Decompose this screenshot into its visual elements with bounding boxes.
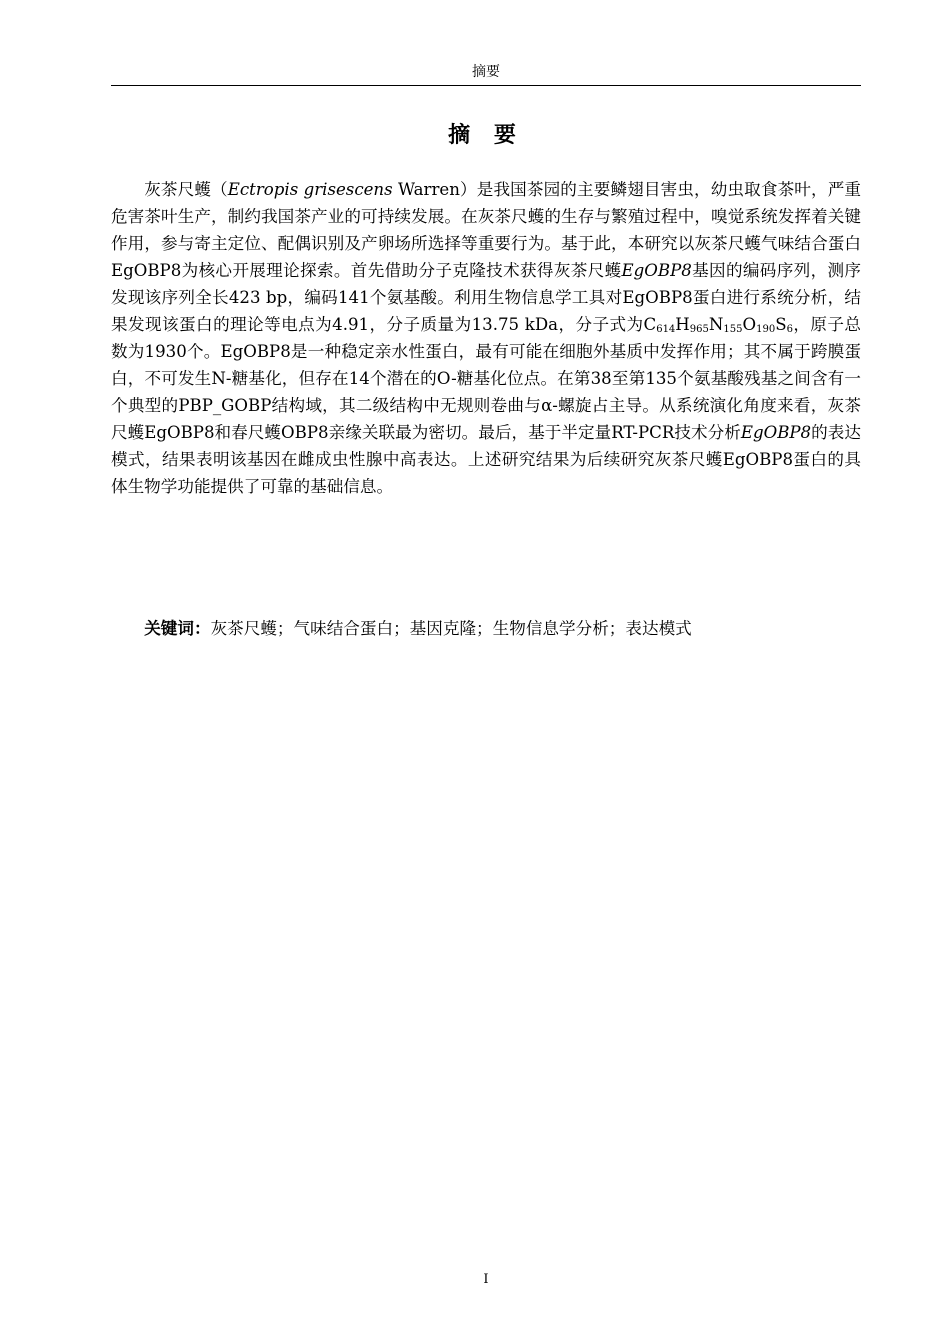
abstract-text-5: 的表达模式，结果表明该基因在雌成虫性腺中高表达。上述研究结果为后续研究灰茶尺蠖EgOBP8蛋白的具体生物学功能提供了可靠的基础信息。 bbox=[111, 423, 862, 496]
page-number: I bbox=[483, 1272, 489, 1287]
header-rule bbox=[111, 85, 861, 86]
abstract-paragraph bbox=[111, 176, 861, 500]
abstract-title: 摘 要 bbox=[448, 123, 524, 148]
formula-count-s: 6 bbox=[786, 324, 793, 335]
abstract-text-1: 灰茶尺蠖（ bbox=[144, 180, 228, 199]
formula-count-o: 190 bbox=[756, 324, 776, 335]
species-name: Ectropis grisescens bbox=[227, 180, 393, 199]
formula-element-o: O bbox=[742, 315, 757, 334]
formula-count-h: 965 bbox=[689, 324, 709, 335]
abstract-text-3: 基因的编码序列，测序发现该序列全长423 bp，编码141个氨基酸。利用生物信息学工具对EgOBP8蛋白进行系统分析，结果发现该蛋白的理论等电点为4.91，分子质量为13.75 kDa，分子式为 bbox=[111, 261, 862, 334]
running-header: 摘要 bbox=[472, 64, 500, 80]
molecular-formula bbox=[644, 315, 793, 334]
formula-element-s: S bbox=[775, 315, 787, 334]
keywords-line bbox=[111, 615, 861, 642]
abstract-text-4: ，原子总数为1930个。EgOBP8是一种稳定亲水性蛋白，最有可能在细胞外基质中发挥作用；其不属于跨膜蛋白，不可发生N-糖基化，但存在14个潜在的O-糖基化位点。在第38至第135个氨基酸残基之间含有一个典型的PBP_GOBP结构域，其二级结构中无规则卷曲与α-螺旋占主导。从系统演化角度来看，灰茶尺蠖EgOBP8和春尺蠖OBP8亲缘关联最为密切。最后，基于半定量RT-PCR技术分析 bbox=[111, 315, 861, 442]
formula-element-h: H bbox=[675, 315, 690, 334]
formula-element-n: N bbox=[708, 315, 724, 334]
gene-name: EgOBP8 bbox=[621, 261, 692, 280]
keywords-text: 灰茶尺蠖；气味结合蛋白；基因克隆；生物信息学分析；表达模式 bbox=[210, 619, 692, 638]
gene-name: EgOBP8 bbox=[740, 423, 812, 442]
keywords-label: 关键词： bbox=[144, 619, 211, 638]
formula-element-c: C bbox=[643, 315, 657, 334]
formula-count-c: 614 bbox=[656, 324, 676, 335]
abstract-text-2: Warren）是我国茶园的主要鳞翅目害虫，幼虫取食茶叶，严重危害茶叶生产，制约我国茶产业的可持续发展。在灰茶尺蠖的生存与繁殖过程中，嗅觉系统发挥着关键作用，参与寄主定位、配偶识别及产卵场所选择等重要行为。基于此，本研究以灰茶尺蠖气味结合蛋白EgOBP8为核心开展理论探索。首先借助分子克隆技术获得灰茶尺蠖 bbox=[111, 180, 862, 280]
formula-count-n: 155 bbox=[723, 324, 743, 335]
